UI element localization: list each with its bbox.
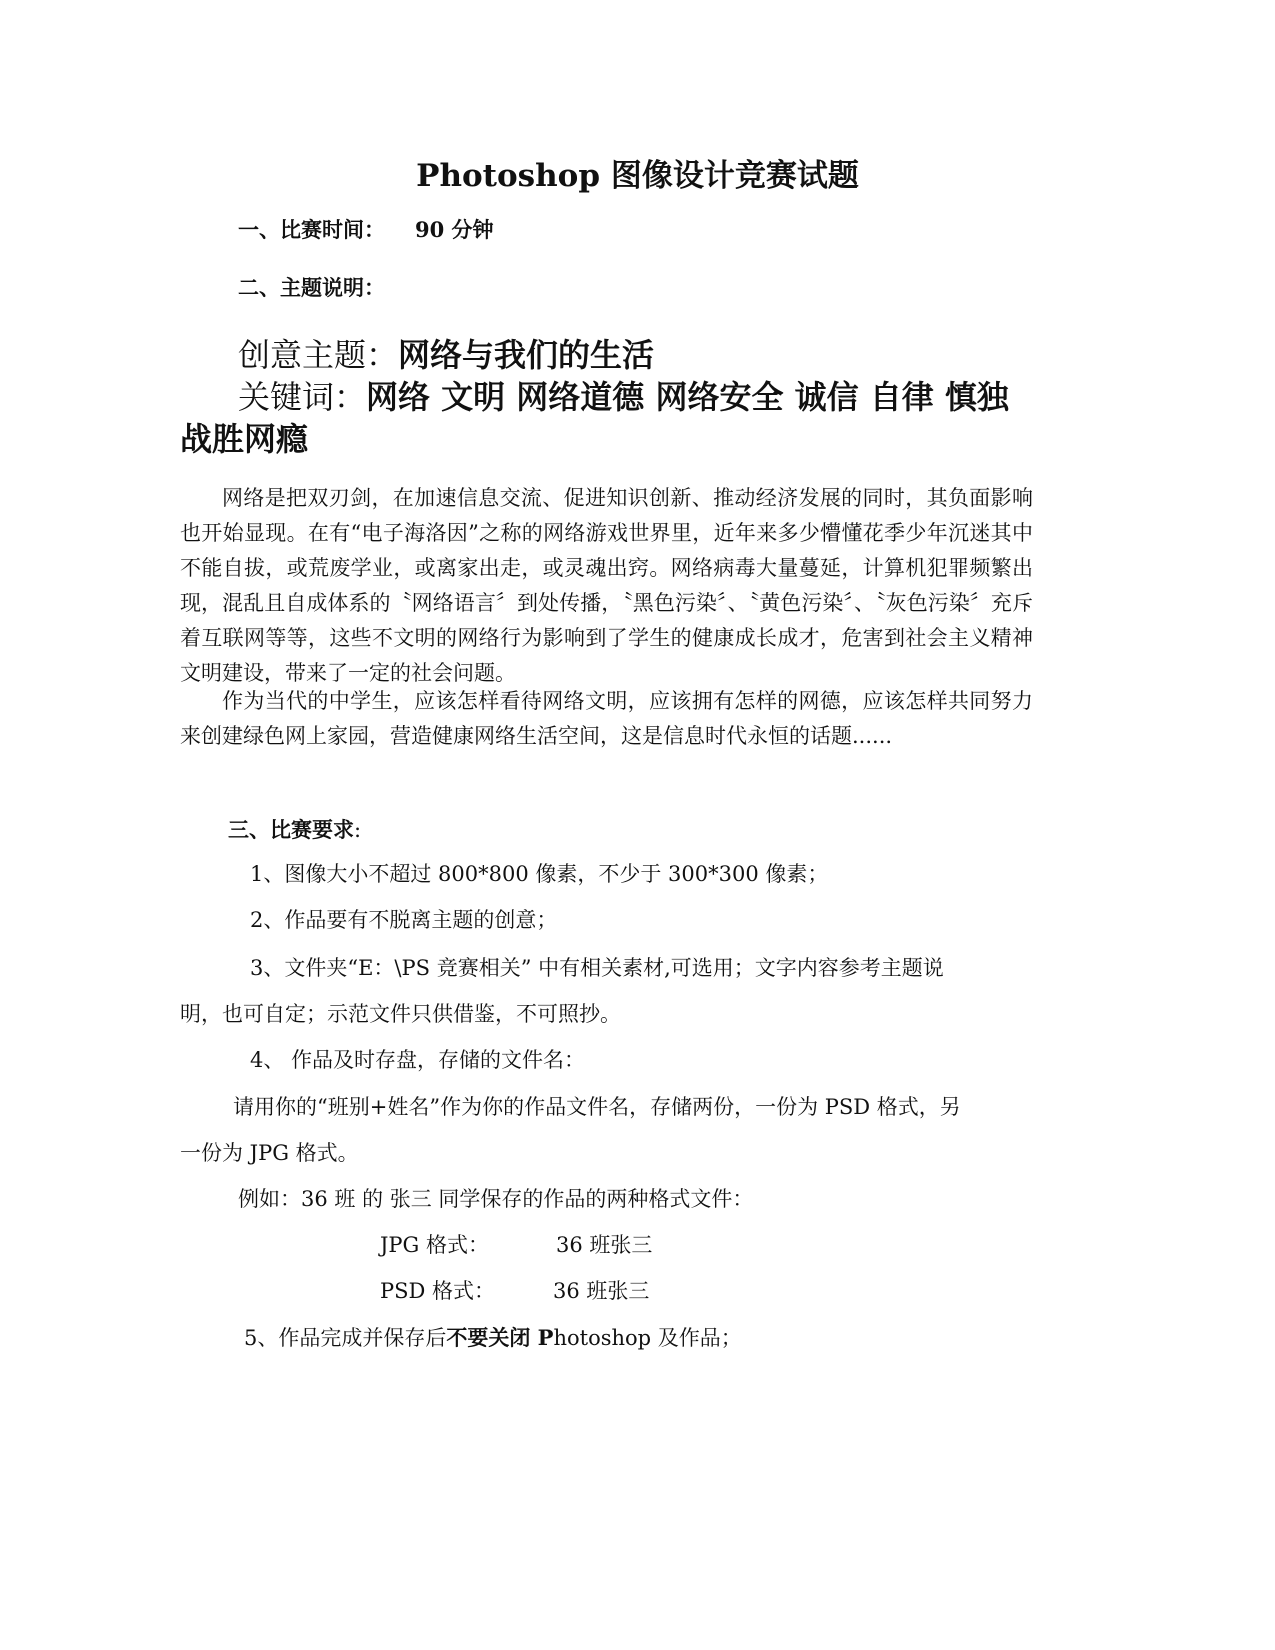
- requirement-3: 3、文件夹“E：\PS 竞赛相关” 中有相关素材,可选用；文字内容参考主题说: [250, 956, 944, 980]
- naming-example: 例如：36 班 的 张三 同学保存的作品的两种格式文件：: [238, 1187, 754, 1211]
- jpg-format-filename: 36 班张三: [556, 1233, 653, 1257]
- requirement-5-emphasis: 不要关闭 P: [446, 1325, 554, 1350]
- section-theme-heading: 二、主题说明：: [238, 275, 385, 300]
- intro-paragraph-2: 作为当代的中学生，应该怎样看待网络文明，应该拥有怎样的网德，应该怎样共同努力来创建绿色网上家园，营造健康网络生活空间，这是信息时代永恒的话题......: [180, 689, 1033, 748]
- jpg-format-label: JPG 格式：: [380, 1233, 489, 1257]
- naming-instruction-continuation: 一份为 JPG 格式。: [180, 1141, 359, 1165]
- requirement-1: 1、图像大小不超过 800*800 像素，不少于 300*300 像素；: [250, 862, 829, 886]
- creative-theme-line: [238, 330, 654, 376]
- section-time: [238, 214, 494, 244]
- creative-theme-value: 网络与我们的生活: [398, 336, 655, 374]
- requirement-2: 2、作品要有不脱离主题的创意；: [250, 908, 558, 932]
- keywords-continuation: 战胜网瘾: [180, 420, 309, 458]
- section-time-label: 一、比赛时间：: [238, 217, 385, 242]
- requirement-5: 5、作品完成并保存后不要关闭 Photoshop 及作品；: [244, 1325, 742, 1350]
- requirement-3-continuation: 明，也可自定；示范文件只供借鉴，不可照抄。: [180, 1002, 621, 1026]
- psd-format-filename: 36 班张三: [553, 1279, 650, 1303]
- page-title: Photoshop 图像设计竞赛试题: [416, 158, 859, 194]
- keywords-label: 关键词：: [238, 378, 367, 416]
- creative-theme-label: 创意主题：: [238, 336, 399, 374]
- section-requirements-heading: 三、比赛要求:: [228, 817, 362, 842]
- requirement-4: 4、 作品及时存盘，存储的文件名：: [250, 1048, 586, 1072]
- naming-instruction: 请用你的“班别+姓名”作为你的作品文件名，存储两份，一份为 PSD 格式，另: [233, 1095, 961, 1119]
- keywords-value: 网络 文明 网络道德 网络安全 诚信 自律 慎独: [366, 378, 1009, 416]
- section-time-value: 90 分钟: [415, 217, 494, 242]
- keywords-line: [238, 372, 1009, 418]
- psd-format-label: PSD 格式：: [380, 1279, 496, 1303]
- intro-paragraph: 网络是把双刃剑，在加速信息交流、促进知识创新、推动经济发展的同时，其负面影响也开始显现。在有“电子海洛因”之称的网络游戏世界里，近年来多少懵懂花季少年沉迷其中不能自拔，或荒废学业，或离家出走，或灵魂出窍。网络病毒大量蔓延，计算机犯罪频繁出现，混乱且自成体系的〝网络语言〞到处传播，〝黑色污染〞、〝黄色污染〞、〝灰色污染〞充斥着互联网等等，这些不文明的网络行为影响到了学生的健康成长成才，危害到社会主义精神文明建设，带来了一定的社会问题。: [180, 486, 1033, 685]
